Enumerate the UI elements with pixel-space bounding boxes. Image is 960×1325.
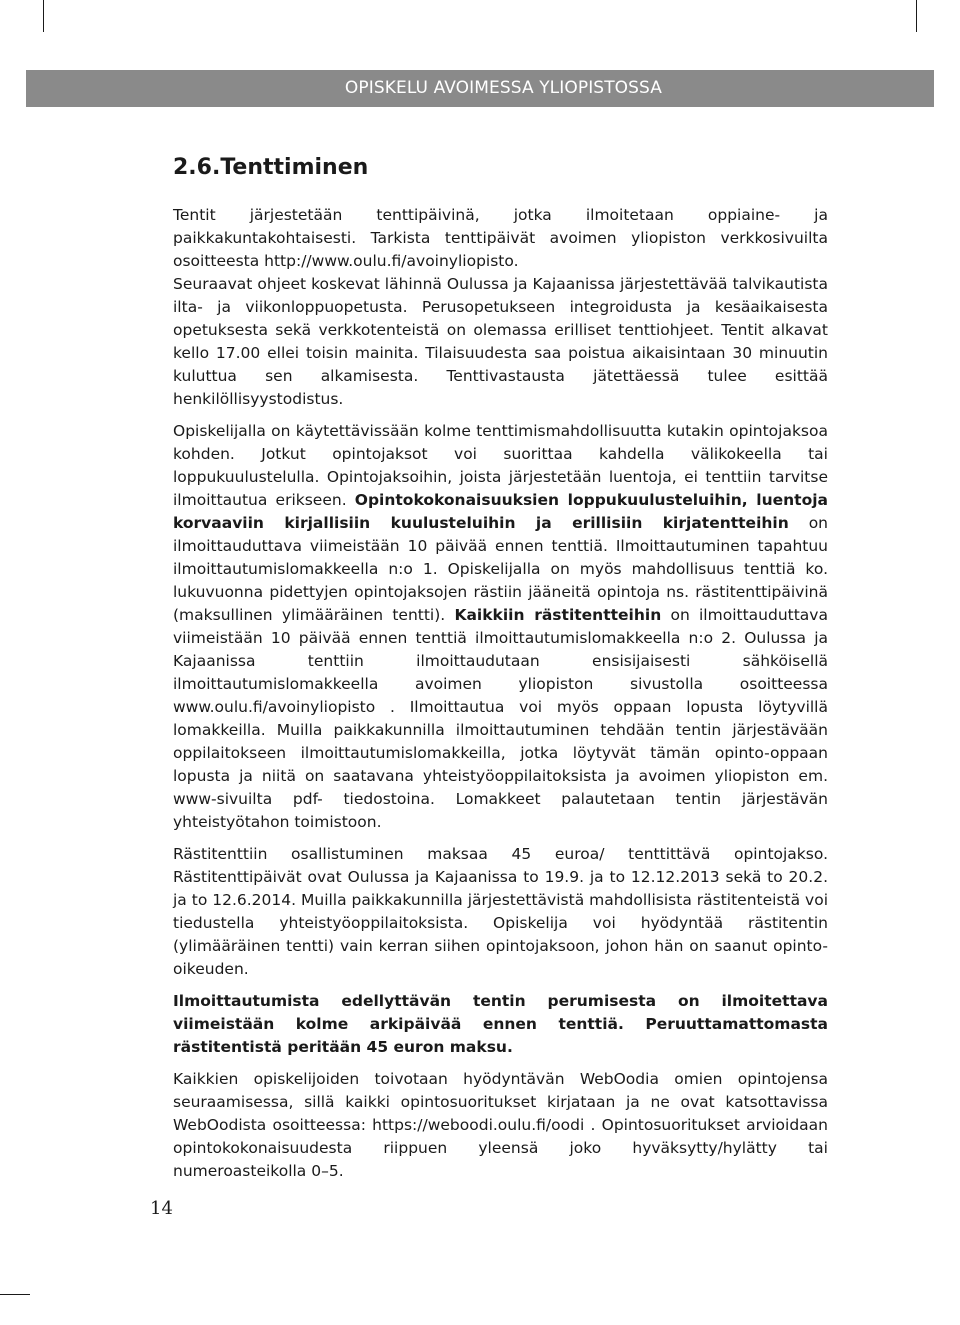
text-segment: on ilmoittauduttava viimeistään 10 päivää ennen tenttiä ilmoittautumislomakkeella n:o 2. Oulussa ja Kajaanissa tenttiin ilmoittaudutaan ensisijaisesti sähköisellä ilmoittautumislomakkeella avoimen yliopiston sivustolla osoitteessa www.oulu.fi/avoinyliopisto . Ilmoittautua voi myös oppaan lopusta löytyvillä lomakkeilla. Muilla paikkakunnilla ilmoittautuminen tehdään tentin järjestävään oppilaitokseen ilmoittautumislomakkeilla, jotka löytyvät tämän opinto-oppaan lopusta ja niitä on saatavana yhteistyöoppilaitoksista ja avoimen yliopiston em. www-sivuilta pdf- tiedostoina. Lomakkeet palautetaan tentin järjestävän yhteistyötahon toimistoon. [173,606,828,831]
text-segment: Opiskelijalla on käytettävissään kolme tenttimismahdollisuutta kutakin opintojaksoa kohden. Jotkut opintojaksot voi suorittaa kahdella välikokeella tai loppukuulustelulla. Opintojaksoihin, joista järjestetään luentoja, ei tenttiin tarvitse ilmoittautua erikseen. [173,422,828,509]
body-paragraph [173,204,828,273]
running-header [26,70,934,107]
running-header-title: OPISKELU AVOIMESSA YLIOPISTOSSA [344,78,662,98]
body-paragraph [173,273,828,411]
crop-mark-bottom-left [0,1294,30,1295]
section-title: Tenttiminen [220,155,369,180]
crop-mark-top-right [916,0,917,32]
text-segment: on ilmoittauduttava viimeistään 10 päivää ennen tenttiä. Ilmoittautuminen tapahtuu ilmoittautumislomakkeella n:o 1. Opiskelijalla on myös mahdollisuus tenttiä ko. lukuvuonna pidettyjen opintojaksojen rästiin jääneitä opintoja ns. rästitenttipäivinä (maksullinen ylimääräinen tentti). [173,514,829,624]
bold-text-segment: Opintokokonaisuuksien loppukuulusteluihin, luentoja korvaaviin kirjallisiin kuulusteluihin ja erillisiin kirjatentteihin [173,491,828,532]
body-paragraph [173,420,828,834]
text-segment: Tentit järjestetään tenttipäivinä, jotka ilmoitetaan oppiaine- ja paikkakuntakohtaisesti. Tarkista tenttipäivät avoimen yliopiston verkkosivuilta osoitteesta http://www.oulu.fi/avoinyliopisto. [173,206,828,270]
text-segment: Seuraavat ohjeet koskevat lähinnä Oulussa ja Kajaanissa järjestettävää talvikautista ilta- ja viikonloppuopetusta. Perusopetukseen integroidusta ja kesäaikaisesta opetuksesta sekä verkkotenteistä on olemassa erilliset tenttiohjeet. Tentit alkavat kello 17.00 ellei toisin mainita. Tilaisuudesta saa poistua aikaisintaan 30 minuutin kuluttua sen alkamisesta. Tenttivastausta jätettäessä tulee esittää henkilöllisyystodistus. [173,275,828,408]
page-number: 14 [150,1198,173,1219]
body-paragraph [173,1068,828,1183]
section-heading [173,155,368,180]
text-segment: Kaikkien opiskelijoiden toivotaan hyödyntävän WebOodia omien opintojensa seuraamisessa, sillä kaikki opintosuoritukset kirjataan ja ne ovat katsottavissa WebOodista osoitteessa: https://weboodi.oulu.fi/oodi . Opintosuoritukset arvioidaan opintokokonaisuudesta riippuen yleensä joko hyväksytty/hylätty tai numeroasteikolla 0–5. [173,1070,828,1180]
body-paragraph [173,990,828,1059]
section-number: 2.6. [173,155,221,180]
bold-text-segment: Kaikkiin rästitentteihin [454,606,662,624]
crop-mark-top-left [43,0,44,32]
text-segment: Rästitenttiin osallistuminen maksaa 45 euroa/ tenttittävä opintojakso. Rästitenttipäivät ovat Oulussa ja Kajaanissa to 19.9. ja to 12.12.2013 sekä to 20.2. ja to 12.6.2014. Muilla paikkakunnilla järjestettävistä mahdollisista rästitenteistä voi tiedustella yhteistyöoppilaitoksista. Opiskelija voi hyödyntää rästitentin (ylimääräinen tentti) vain kerran siihen opintojaksoon, johon hän on saanut opinto-oikeuden. [173,845,828,978]
body-paragraph [173,843,828,981]
body-text [173,204,828,1192]
bold-text-segment: Ilmoittautumista edellyttävän tentin perumisesta on ilmoitettava viimeistään kolme arkipäivää ennen tenttiä. Peruuttamattomasta rästitentistä peritään 45 euron maksu. [173,992,828,1056]
